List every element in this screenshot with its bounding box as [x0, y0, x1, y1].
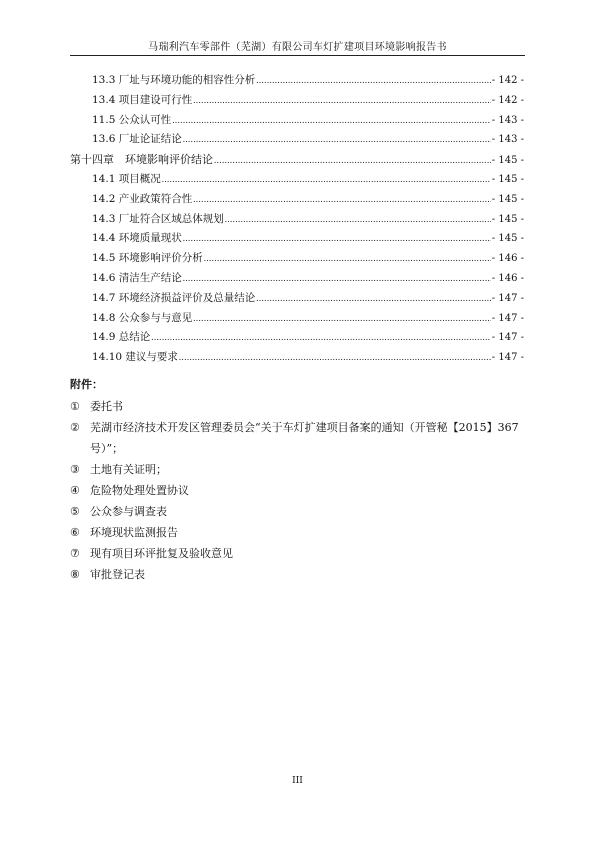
toc-leader-dots [151, 332, 491, 342]
toc-entry-page: - 142 - [491, 75, 524, 86]
toc-entry-label: 13.3 厂址与环境功能的相容性分析 [92, 74, 256, 86]
attachment-item [70, 501, 526, 522]
toc-leader-dots [193, 95, 491, 105]
toc-entry[interactable] [70, 310, 524, 330]
toc-entry-page: - 145 - [491, 193, 524, 205]
attachment-number: ③ [70, 463, 80, 476]
toc-chapter-entry[interactable] [70, 151, 524, 171]
attachment-number: ⑧ [70, 568, 80, 581]
toc-entry[interactable] [70, 230, 524, 250]
attachment-text: 审批登记表 [90, 568, 145, 581]
toc-entry-page: - 145 - [491, 233, 524, 245]
toc-entry-label: 14.5 环境影响评价分析 [92, 252, 203, 265]
toc-entry-label: 14.9 总结论 [92, 331, 151, 344]
toc-entry[interactable] [70, 131, 524, 151]
toc-leader-dots [225, 214, 491, 224]
attachment-number: ① [70, 400, 80, 413]
document-header: 马瑞利汽车零部件（芜湖）有限公司车灯扩建项目环境影响报告书 [148, 42, 447, 53]
toc-entry-label: 14.6 清洁生产结论 [92, 271, 182, 284]
toc-entry-page: - 142 - [491, 94, 524, 106]
attachment-number: ④ [70, 484, 80, 497]
attachments-heading: 附件： [70, 378, 103, 391]
attachment-text: 环境现状监测报告 [90, 526, 178, 539]
toc-entry-page: - 143 - [491, 114, 524, 126]
toc-leader-dots [162, 174, 491, 184]
toc-entry-label: 13.4 项目建设可行性 [92, 93, 193, 106]
toc-leader-dots [256, 293, 491, 303]
toc-entry[interactable] [70, 211, 524, 231]
toc-entry-label: 14.4 环境质量现状 [92, 232, 182, 245]
header-divider [70, 55, 525, 56]
toc-entry-label: 13.6 厂址论证结论 [92, 133, 182, 146]
toc-leader-dots [183, 134, 491, 144]
toc-leader-dots [214, 155, 491, 165]
attachment-number: ⑦ [70, 547, 80, 560]
page-number: III [292, 776, 303, 786]
attachment-item [70, 459, 526, 480]
toc-entry-page: - 147 - [491, 312, 524, 324]
attachment-item [70, 417, 526, 459]
attachment-number: ② [70, 421, 80, 434]
toc-entry-page: - 146 - [491, 253, 524, 265]
toc-leader-dots [193, 194, 491, 204]
toc-leader-dots [193, 313, 491, 323]
toc-chapter-label: 第十四章 环境影响评价结论 [70, 153, 213, 167]
toc-leader-dots [183, 233, 491, 243]
toc-entry[interactable] [70, 191, 524, 211]
toc-entry-page: - 145 - [491, 173, 524, 185]
toc-entry-page: - 147 - [491, 332, 524, 344]
toc-leader-dots [183, 273, 491, 283]
toc-entry[interactable] [70, 92, 524, 112]
toc-entry[interactable] [70, 329, 524, 349]
toc-entry-label: 11.5 公众认可性 [92, 113, 172, 126]
toc-entry[interactable] [70, 250, 524, 270]
attachments-list [70, 396, 526, 585]
toc-entry-page: - 143 - [491, 134, 524, 146]
toc-leader-dots [256, 75, 491, 85]
toc-entry[interactable] [70, 290, 524, 310]
toc-entry-page: - 147 - [491, 352, 524, 364]
attachment-text: 芜湖市经济技术开发区管理委员会“关于车灯扩建项目备案的通知（开管秘【2015】367号）”； [90, 421, 519, 455]
attachment-number: ⑥ [70, 526, 80, 539]
attachment-text: 土地有关证明； [90, 463, 167, 476]
attachment-text: 现有项目环评批复及验收意见 [90, 547, 233, 560]
toc-entry-label: 14.3 厂址符合区域总体规划 [92, 212, 224, 225]
attachment-text: 公众参与调查表 [90, 505, 167, 518]
attachment-text: 危险物处理处置协议 [90, 484, 189, 497]
toc-entry-label: 14.10 建议与要求 [92, 351, 178, 364]
toc-entry[interactable] [70, 270, 524, 290]
attachment-text: 委托书 [90, 400, 123, 413]
table-of-contents [70, 72, 524, 369]
attachment-item [70, 564, 526, 585]
attachment-item [70, 480, 526, 501]
toc-entry-label: 14.7 环境经济损益评价及总量结论 [92, 291, 256, 304]
attachment-number: ⑤ [70, 505, 80, 518]
toc-entry[interactable] [70, 112, 524, 132]
toc-entry-page: - 147 - [491, 292, 524, 304]
toc-entry-label: 14.1 项目概况 [92, 172, 161, 185]
toc-leader-dots [172, 115, 491, 125]
toc-entry-label: 14.8 公众参与与意见 [92, 311, 193, 324]
attachment-item [70, 543, 526, 564]
toc-entry[interactable] [70, 349, 524, 369]
toc-entry-label: 14.2 产业政策符合性 [92, 192, 193, 205]
toc-entry-page: - 146 - [491, 272, 524, 284]
attachment-item [70, 522, 526, 543]
toc-entry[interactable] [70, 171, 524, 191]
attachment-item [70, 396, 526, 417]
toc-entry[interactable] [70, 72, 524, 92]
toc-leader-dots [204, 253, 491, 263]
toc-entry-page: - 145 - [491, 155, 524, 167]
toc-leader-dots [179, 352, 491, 362]
toc-entry-page: - 145 - [491, 213, 524, 225]
